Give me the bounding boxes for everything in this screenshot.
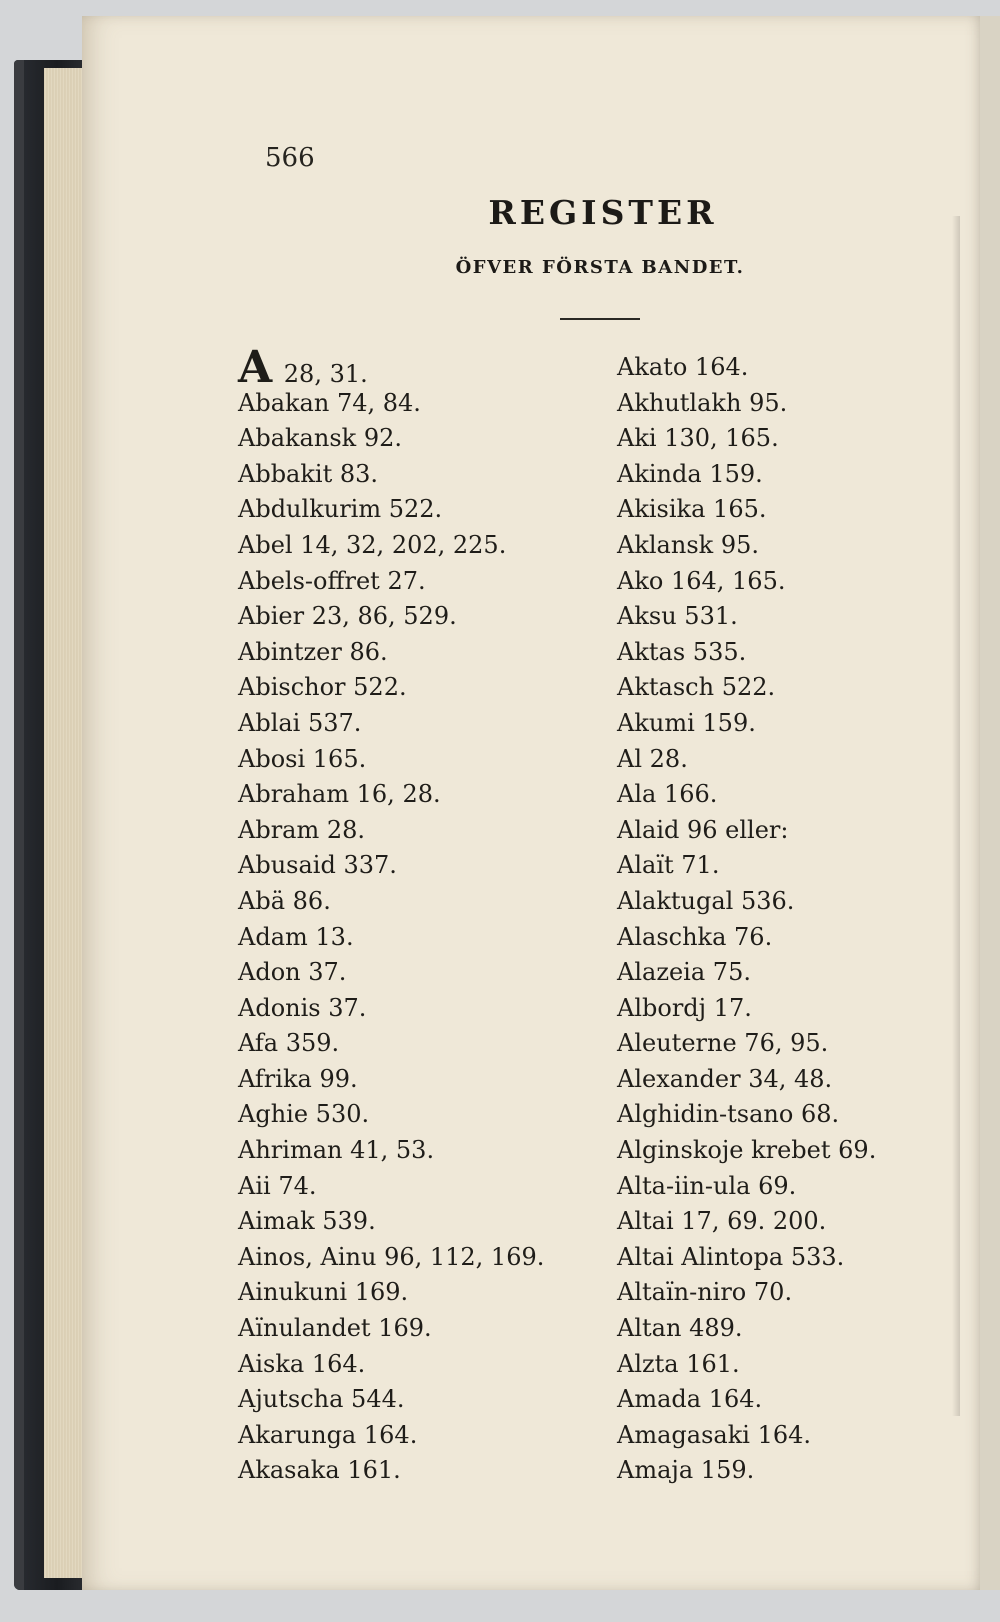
index-term: Alaït	[617, 851, 674, 880]
index-term: Adon	[238, 958, 301, 987]
index-term: Abier	[238, 602, 305, 631]
index-term: Ablai	[238, 708, 301, 737]
index-term: Abdulkurim	[238, 495, 382, 524]
index-term: Afrika	[238, 1064, 312, 1093]
index-pages: 161.	[686, 1349, 740, 1378]
index-pages: 13.	[315, 922, 354, 951]
index-pages: 96 eller:	[687, 815, 789, 844]
index-entry	[617, 1062, 876, 1098]
index-term: Alaschka	[617, 922, 727, 951]
index-term: Alghidin-tsano	[617, 1100, 794, 1129]
index-entry	[238, 1062, 544, 1098]
index-term: Al	[617, 744, 643, 773]
cover-edge	[14, 60, 24, 1590]
index-entry	[238, 635, 544, 671]
index-term: Aktasch	[617, 673, 715, 702]
index-entry	[238, 991, 544, 1027]
index-entry	[617, 920, 876, 956]
index-term: Abakan	[238, 388, 330, 417]
index-term: Alta-iin-ula	[617, 1171, 751, 1200]
index-entry	[617, 1133, 876, 1169]
page-number: 566	[265, 143, 315, 173]
index-term: Abä	[238, 886, 286, 915]
index-entry	[617, 884, 876, 920]
index-pages: 34, 48.	[748, 1064, 833, 1093]
index-pages: 164.	[757, 1420, 811, 1449]
index-pages: 95.	[720, 530, 759, 559]
index-entry	[238, 1275, 544, 1311]
index-pages: 535.	[692, 637, 747, 666]
index-pages: 531.	[684, 602, 738, 631]
index-entry	[617, 813, 876, 849]
index-pages: 86.	[349, 637, 388, 666]
index-pages: 68.	[800, 1100, 840, 1129]
index-term: Akisika	[617, 495, 706, 524]
index-pages: 17, 69. 200.	[681, 1207, 827, 1236]
index-term: Akinda	[617, 459, 702, 488]
index-term: Akarunga	[238, 1420, 357, 1449]
section-initial: A	[238, 342, 273, 393]
index-pages: 14, 32, 202, 225.	[300, 530, 507, 559]
index-pages: 165.	[713, 495, 767, 524]
index-term: Aleuterne	[617, 1029, 737, 1058]
index-entry	[238, 1382, 544, 1418]
index-entry	[238, 955, 544, 991]
index-pages: 75.	[712, 958, 751, 987]
index-entry	[617, 350, 876, 386]
index-entry	[617, 1097, 876, 1133]
index-entry	[617, 1418, 876, 1454]
index-term: Amagasaki	[617, 1420, 750, 1449]
index-entry	[617, 1453, 876, 1489]
index-pages: 28, 31.	[283, 360, 368, 388]
index-term: Abischor	[238, 673, 346, 702]
index-pages: 96, 112, 169.	[384, 1242, 545, 1271]
index-term: Ainukuni	[238, 1278, 348, 1307]
page-title: REGISTER	[488, 193, 718, 232]
index-term: Abels-offret	[238, 566, 380, 595]
index-entry	[617, 670, 876, 706]
index-pages: 533.	[790, 1242, 845, 1271]
index-pages: 92.	[363, 424, 402, 453]
index-pages: 95.	[749, 388, 788, 417]
index-entry	[238, 884, 544, 920]
index-pages: 522.	[353, 673, 407, 702]
index-term: Adam	[238, 922, 308, 951]
index-pages: 166.	[663, 780, 718, 809]
index-entry	[238, 1311, 544, 1347]
index-term: Aghie	[238, 1100, 309, 1129]
index-term: Aksu	[617, 602, 677, 631]
index-pages: 69.	[758, 1171, 797, 1200]
index-entry	[238, 386, 544, 422]
index-entry	[238, 1240, 544, 1276]
page-shadow	[952, 216, 960, 1416]
index-term: Ala	[617, 780, 657, 809]
index-pages: 164.	[311, 1349, 366, 1378]
index-term: Afa	[238, 1029, 279, 1058]
index-term: Aimak	[238, 1207, 315, 1236]
index-entry	[238, 599, 544, 635]
index-entry	[238, 457, 544, 493]
index-entry	[238, 492, 544, 528]
index-entry	[617, 1382, 876, 1418]
index-entry	[617, 1169, 876, 1205]
index-entry	[238, 1133, 544, 1169]
index-pages: 359.	[285, 1029, 340, 1058]
index-pages: 544.	[351, 1385, 405, 1414]
index-pages: 536.	[740, 886, 795, 915]
index-entry	[238, 813, 544, 849]
index-entry	[617, 492, 876, 528]
index-entry	[617, 564, 876, 600]
index-pages: 74, 84.	[336, 388, 421, 417]
index-term: Amada	[617, 1385, 702, 1414]
index-entry	[617, 528, 876, 564]
index-pages: 37.	[308, 958, 347, 987]
index-column-left	[238, 342, 545, 1489]
index-entry	[617, 991, 876, 1027]
index-entry	[238, 342, 544, 393]
index-entry	[617, 1311, 876, 1347]
index-column-right	[617, 350, 876, 1489]
index-term: Akato	[617, 353, 688, 381]
index-entry	[617, 457, 876, 493]
index-pages: 159.	[702, 708, 756, 737]
index-term: Alazeia	[617, 958, 706, 987]
index-pages: 159.	[709, 459, 763, 488]
index-pages: 17.	[713, 993, 752, 1022]
index-entry	[238, 706, 544, 742]
index-pages: 16, 28.	[356, 780, 441, 809]
index-pages: 169.	[354, 1278, 409, 1307]
index-pages: 71.	[681, 851, 720, 880]
index-pages: 164.	[363, 1420, 418, 1449]
index-term: Albordj	[617, 993, 707, 1022]
index-pages: 37.	[328, 993, 367, 1022]
index-entry	[238, 670, 544, 706]
index-pages: 23, 86, 529.	[311, 602, 457, 631]
index-term: Altaïn-niro	[617, 1278, 747, 1307]
index-term: Akhutlakh	[617, 388, 742, 417]
index-term: Aïnulandet	[238, 1314, 371, 1343]
index-term: Alaktugal	[617, 886, 734, 915]
index-term: Adonis	[238, 993, 321, 1022]
index-entry	[617, 706, 876, 742]
index-term: Aktas	[617, 637, 686, 666]
index-term: Abintzer	[238, 637, 342, 666]
index-pages: 130, 165.	[664, 424, 779, 453]
index-entry	[617, 1204, 876, 1240]
index-pages: 165.	[312, 744, 367, 773]
index-entry	[238, 742, 544, 778]
index-pages: 159.	[700, 1456, 755, 1485]
index-entry	[617, 599, 876, 635]
index-term: Altai	[617, 1207, 674, 1236]
index-term: Abram	[238, 815, 320, 844]
index-entry	[617, 635, 876, 671]
index-pages: 86.	[292, 886, 331, 915]
index-term: Alzta	[617, 1349, 679, 1378]
index-entry	[617, 421, 876, 457]
index-pages: 76, 95.	[744, 1029, 829, 1058]
index-term: Ako	[617, 566, 664, 595]
facing-page-edge	[980, 16, 1000, 1590]
index-pages: 164.	[708, 1385, 763, 1414]
index-pages: 99.	[319, 1064, 358, 1093]
index-term: Ajutscha	[238, 1385, 344, 1414]
index-entry	[617, 742, 876, 778]
index-term: Akasaka	[238, 1456, 340, 1485]
index-entry	[617, 386, 876, 422]
index-entry	[617, 955, 876, 991]
index-entry	[617, 848, 876, 884]
title-rule	[560, 318, 640, 320]
index-pages: 522.	[721, 673, 776, 702]
index-entry	[238, 1418, 544, 1454]
index-pages: 164, 165.	[670, 566, 786, 595]
index-pages: 70.	[753, 1278, 793, 1307]
index-term: Aii	[238, 1171, 271, 1200]
index-pages: 161.	[347, 1456, 401, 1485]
index-term: Alexander	[617, 1064, 741, 1093]
index-term: Alginskoje krebet	[617, 1136, 831, 1165]
index-term: Abbakit	[238, 459, 333, 488]
index-entry	[238, 564, 544, 600]
index-entry	[238, 1347, 544, 1383]
index-entry	[238, 421, 544, 457]
index-pages: 74.	[278, 1171, 317, 1200]
index-pages: 537.	[308, 708, 362, 737]
index-pages: 41, 53.	[350, 1136, 435, 1165]
index-entry	[238, 1097, 544, 1133]
index-entry	[617, 1347, 876, 1383]
index-term: Abusaid	[238, 851, 336, 880]
index-term: Abraham	[238, 780, 349, 809]
index-term: Amaja	[617, 1456, 694, 1485]
index-entry	[617, 1275, 876, 1311]
index-entry	[238, 1026, 544, 1062]
index-entry	[238, 920, 544, 956]
index-term: Ainos, Ainu	[238, 1242, 377, 1271]
index-entry	[238, 1453, 544, 1489]
index-pages: 28.	[326, 815, 366, 844]
index-term: Altan	[617, 1314, 682, 1343]
index-pages: 164.	[694, 353, 749, 381]
index-pages: 28.	[649, 744, 688, 773]
page-subtitle: ÖFVER FÖRSTA BANDET.	[455, 257, 745, 278]
index-term: Akumi	[617, 708, 695, 737]
index-entry	[238, 1204, 544, 1240]
index-pages: 337.	[343, 851, 397, 880]
index-pages: 83.	[339, 459, 379, 488]
index-term: Aklansk	[617, 530, 714, 559]
index-term: Aiska	[238, 1349, 305, 1378]
index-pages: 69.	[838, 1136, 877, 1165]
index-term: Aki	[617, 424, 657, 453]
index-entry	[617, 1026, 876, 1062]
index-pages: 522.	[388, 495, 443, 524]
index-entry	[238, 777, 544, 813]
index-pages: 489.	[689, 1314, 743, 1343]
index-pages: 530.	[315, 1100, 370, 1129]
index-term: Altai Alintopa	[617, 1242, 784, 1271]
index-entry	[238, 848, 544, 884]
index-term: Abakansk	[238, 424, 357, 453]
index-pages: 169.	[378, 1314, 432, 1343]
index-entry	[617, 777, 876, 813]
index-term: Abel	[238, 530, 293, 559]
index-term: Abosi	[238, 744, 306, 773]
index-entry	[238, 528, 544, 564]
index-pages: 539.	[322, 1207, 376, 1236]
index-term: Alaid	[617, 815, 680, 844]
index-term: Ahriman	[238, 1136, 343, 1165]
index-pages: 27.	[387, 566, 426, 595]
index-entry	[617, 1240, 876, 1276]
index-entry	[238, 1169, 544, 1205]
index-pages: 76.	[734, 922, 773, 951]
